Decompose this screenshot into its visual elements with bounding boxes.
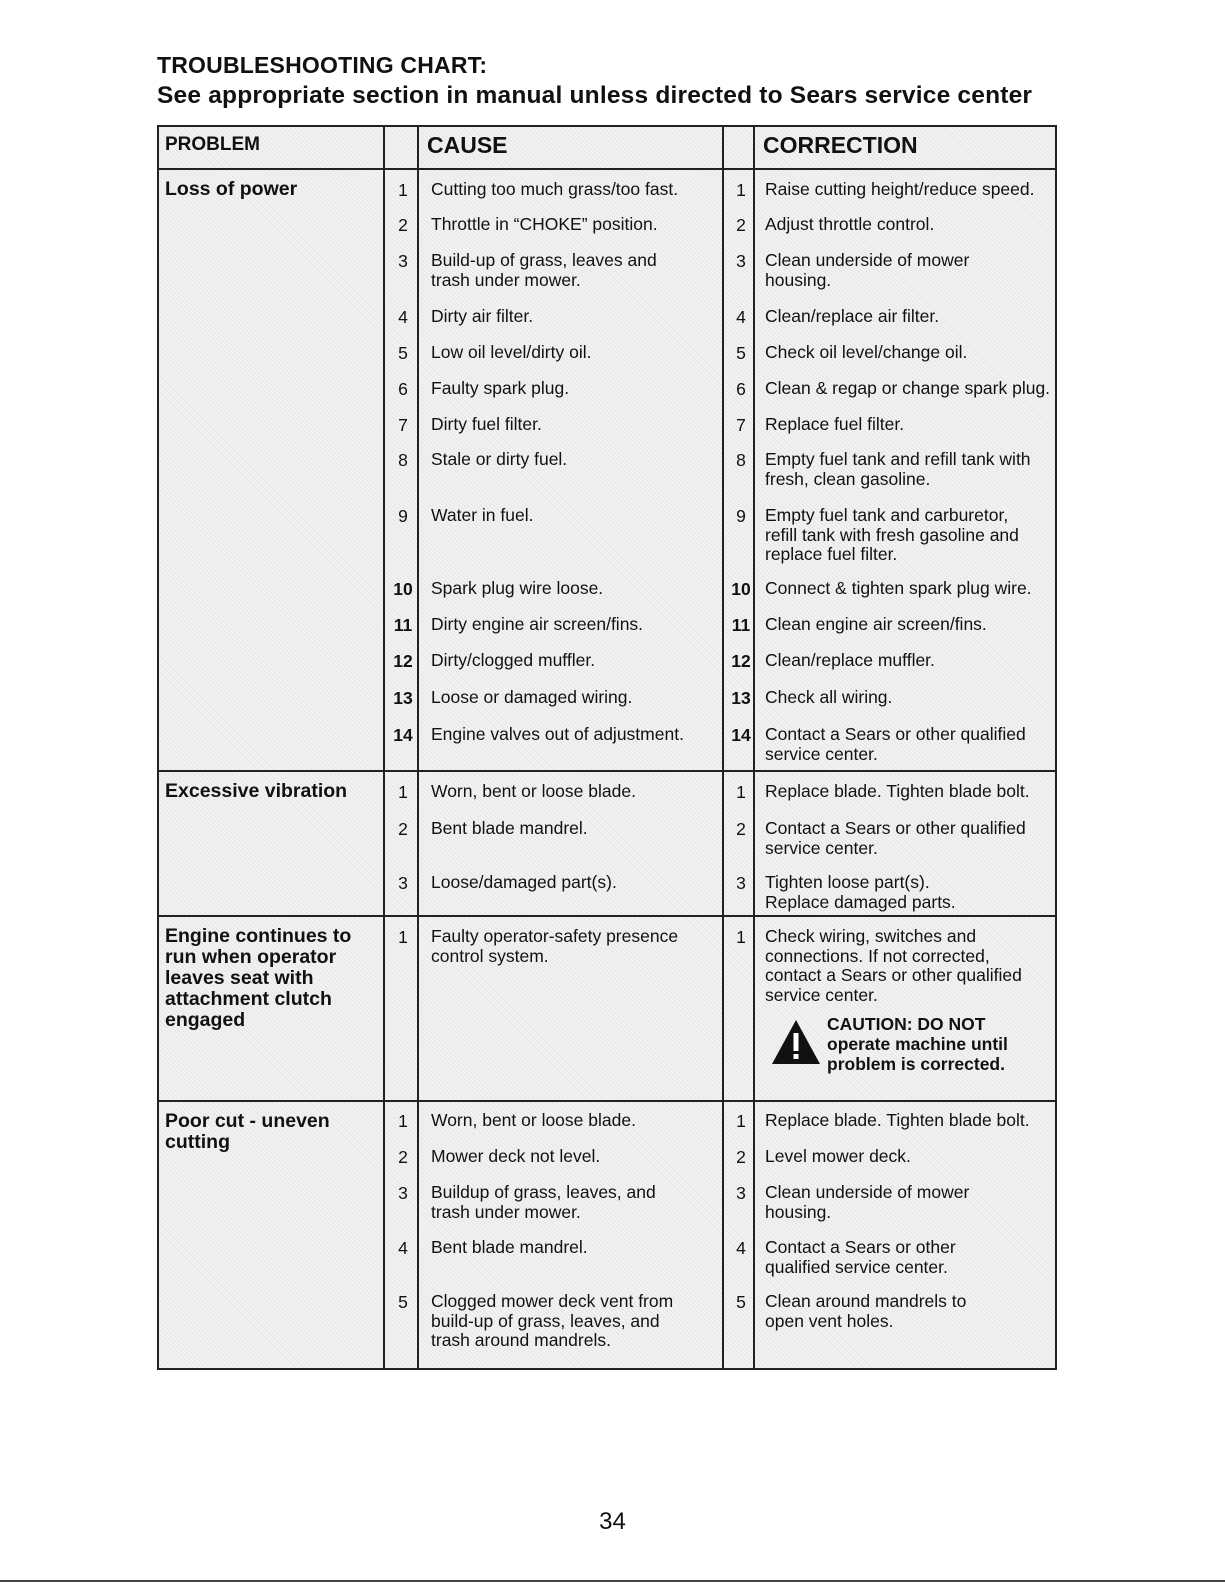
- correction-text: Clean/replace air filter.: [765, 306, 940, 326]
- cause-text: Dirty/clogged muffler.: [431, 650, 596, 670]
- cause-text: Faulty spark plug.: [431, 378, 570, 398]
- correction-number: 7: [736, 415, 746, 435]
- correction-number: 4: [736, 307, 746, 327]
- header-correction: CORRECTION: [763, 132, 918, 158]
- cause-number: 3: [398, 1183, 408, 1203]
- correction-number: 3: [736, 251, 746, 271]
- correction-text: Clean underside of mower housing.: [765, 250, 970, 290]
- correction-text: Contact a Sears or other qualified service center.: [765, 818, 1026, 858]
- cause-number: 4: [398, 1238, 408, 1258]
- cause-number: 2: [398, 1147, 408, 1167]
- correction-number: 9: [736, 506, 746, 526]
- cause-number: 8: [398, 450, 408, 470]
- cause-text: Stale or dirty fuel.: [431, 449, 568, 469]
- cause-text: Buildup of grass, leaves, and trash under mower.: [431, 1182, 656, 1222]
- page-title: TROUBLESHOOTING CHART:: [157, 52, 488, 78]
- cause-number: 10: [393, 579, 413, 599]
- correction-number: 1: [736, 180, 746, 200]
- section-rule: [159, 915, 1055, 917]
- cause-text: Dirty air filter.: [431, 306, 534, 326]
- correction-number: 13: [731, 688, 751, 708]
- cause-number: 11: [393, 615, 413, 635]
- problem-poor-cut: [165, 1111, 380, 1153]
- troubleshooting-table: [157, 125, 1057, 1370]
- problem-engine-continues: [165, 926, 380, 1031]
- cause-number: 4: [398, 307, 408, 327]
- header-cause: CAUSE: [427, 132, 508, 158]
- correction-number: 5: [736, 343, 746, 363]
- cause-text: Bent blade mandrel.: [431, 1237, 588, 1257]
- correction-number: 2: [736, 1147, 746, 1167]
- cause-text: Low oil level/dirty oil.: [431, 342, 592, 362]
- cause-text: Build-up of grass, leaves and trash under mower.: [431, 250, 657, 290]
- cause-text: Throttle in “CHOKE” position.: [431, 214, 658, 234]
- correction-number: 10: [731, 579, 751, 599]
- correction-text: Clean/replace muffler.: [765, 650, 935, 670]
- cause-number: 3: [398, 251, 408, 271]
- correction-text: Level mower deck.: [765, 1146, 911, 1166]
- cause-text: Faulty operator-safety presence control system.: [431, 926, 679, 966]
- correction-number: 1: [736, 927, 746, 947]
- cause-text: Worn, bent or loose blade.: [431, 781, 636, 801]
- problem-label: Engine continues to run when operator leaves seat with attachment clutch engaged: [165, 925, 352, 1031]
- cause-text: Loose or damaged wiring.: [431, 687, 633, 707]
- cause-text: Water in fuel.: [431, 505, 534, 525]
- warning-triangle-icon: [771, 1018, 821, 1066]
- correction-text: Replace blade. Tighten blade bolt.: [765, 781, 1030, 801]
- correction-number: 6: [736, 379, 746, 399]
- cause-text: Dirty fuel filter.: [431, 414, 542, 434]
- section-rule: [159, 770, 1055, 772]
- problem-label: Poor cut - uneven cutting: [165, 1110, 330, 1153]
- problem-excessive-vibration: Excessive vibration: [165, 780, 348, 802]
- cause-number: 1: [398, 1111, 408, 1131]
- correction-text: Tighten loose part(s). Replace damaged parts.: [765, 872, 956, 912]
- correction-number: 12: [731, 651, 751, 671]
- cause-text: Engine valves out of adjustment.: [431, 724, 684, 744]
- page-bottom-rule: [0, 1580, 1225, 1582]
- cause-number: 5: [398, 1292, 408, 1312]
- cause-number: 5: [398, 343, 408, 363]
- header-rule: [159, 168, 1055, 170]
- cause-number: 13: [393, 688, 413, 708]
- correction-text: Contact a Sears or other qualified service center.: [765, 724, 1026, 764]
- page-number: 34: [599, 1508, 626, 1535]
- correction-text: Empty fuel tank and carburetor, refill tank with fresh gasoline and replace fuel filter.: [765, 505, 1019, 564]
- cause-text: Bent blade mandrel.: [431, 818, 588, 838]
- correction-text: Clean engine air screen/fins.: [765, 614, 987, 634]
- cause-number: 12: [393, 651, 413, 671]
- cause-number: 3: [398, 873, 408, 893]
- correction-text: Contact a Sears or other qualified service center.: [765, 1237, 956, 1277]
- correction-number: 4: [736, 1238, 746, 1258]
- correction-number: 3: [736, 873, 746, 893]
- cause-number: 2: [398, 215, 408, 235]
- correction-number: 11: [731, 615, 751, 635]
- cause-text: Dirty engine air screen/fins.: [431, 614, 644, 634]
- correction-number: 2: [736, 819, 746, 839]
- cause-number: 14: [393, 725, 413, 745]
- correction-text: Replace fuel filter.: [765, 414, 905, 434]
- correction-number: 1: [736, 782, 746, 802]
- cause-text: Spark plug wire loose.: [431, 578, 604, 598]
- cause-text: Clogged mower deck vent from build-up of grass, leaves, and trash around mandrels.: [431, 1291, 674, 1350]
- cause-text: Mower deck not level.: [431, 1146, 601, 1166]
- correction-number: 3: [736, 1183, 746, 1203]
- correction-number: 1: [736, 1111, 746, 1131]
- correction-text: Clean around mandrels to open vent holes.: [765, 1291, 967, 1331]
- cause-number: 1: [398, 782, 408, 802]
- caution-text: CAUTION: DO NOT operate machine until problem is corrected.: [827, 1014, 1008, 1074]
- correction-text: Replace blade. Tighten blade bolt.: [765, 1110, 1030, 1130]
- correction-number: 5: [736, 1292, 746, 1312]
- caution-notice: [771, 1014, 1051, 1094]
- correction-text: Clean & regap or change spark plug.: [765, 378, 1051, 398]
- header-problem: PROBLEM: [165, 134, 260, 155]
- correction-number: 2: [736, 215, 746, 235]
- correction-text: Check oil level/change oil.: [765, 342, 968, 362]
- correction-text: Clean underside of mower housing.: [765, 1182, 970, 1222]
- correction-text: Connect & tighten spark plug wire.: [765, 578, 1032, 598]
- problem-loss-of-power: Loss of power: [165, 178, 298, 200]
- correction-number: 14: [731, 725, 751, 745]
- cause-number: 7: [398, 415, 408, 435]
- correction-text: Raise cutting height/reduce speed.: [765, 179, 1035, 199]
- section-rule: [159, 1100, 1055, 1102]
- cause-number: 1: [398, 927, 408, 947]
- cause-text: Cutting too much grass/too fast.: [431, 179, 679, 199]
- column-divider: [383, 127, 385, 1368]
- page-subtitle: See appropriate section in manual unless directed to Sears service center: [157, 82, 1033, 109]
- cause-number: 2: [398, 819, 408, 839]
- cause-number: 9: [398, 506, 408, 526]
- cause-text: Worn, bent or loose blade.: [431, 1110, 636, 1130]
- correction-text: Adjust throttle control.: [765, 214, 935, 234]
- correction-number: 8: [736, 450, 746, 470]
- cause-text: Loose/damaged part(s).: [431, 872, 617, 892]
- correction-text: Check all wiring.: [765, 687, 893, 707]
- cause-number: 1: [398, 180, 408, 200]
- cause-number: 6: [398, 379, 408, 399]
- correction-text: Empty fuel tank and refill tank with fresh, clean gasoline.: [765, 449, 1031, 489]
- correction-text: Check wiring, switches and connections. If not corrected, contact a Sears or other qualified service center.: [765, 926, 1022, 1005]
